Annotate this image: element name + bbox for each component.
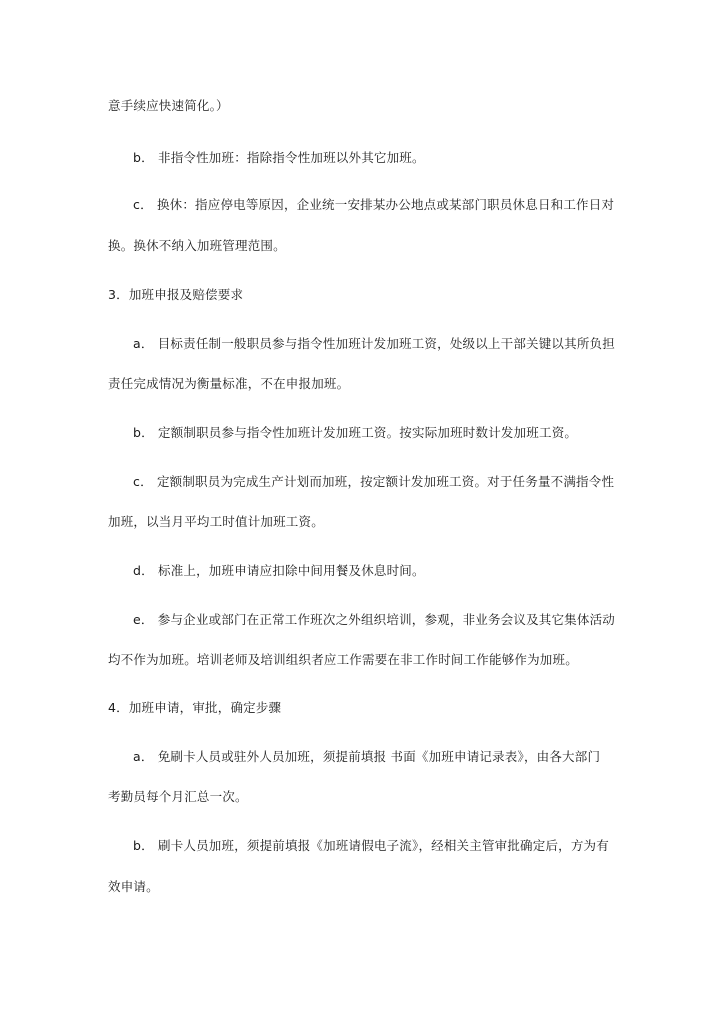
text-line: d． 标准上，加班申请应扣除中间用餐及休息时间。 [133,563,425,578]
text-line: 效申请。 [108,879,159,894]
text-line: 意手续应快速简化。） [108,98,229,113]
text-line: 换。换休不纳入加班管理范围。 [108,238,286,253]
text-line: c． 换休：指应停电等原因，企业统一安排某办公地点或某部门职员休息日和工作日对 [133,197,615,212]
text-line: 均不作为加班。培训老师及培训组织者应工作需要在非工作时间工作能够作为加班。 [108,652,578,667]
text-line: a． 目标责任制一般职员参与指令性加班计发加班工资，处级以上干部关键以其所负担 [133,336,615,351]
text-line: b． 定额制职员参与指令性加班计发加班工资。按实际加班时数计发加班工资。 [133,425,578,440]
text-line: 责任完成情况为衡量标准，不在申报加班。 [108,376,350,391]
text-line: b． 刷卡人员加班，须提前填报《加班请假电子流》，经相关主管审批确定后，方为有 [133,838,609,853]
text-line: b． 非指令性加班：指除指令性加班以外其它加班。 [133,150,425,165]
section-heading: 3．加班申报及赔偿要求 [108,287,244,302]
text-line: c． 定额制职员为完成生产计划而加班，按定额计发加班工资。对于任务量不满指令性 [133,474,615,489]
text-line: e． 参与企业或部门在正常工作班次之外组织培训，参观，非业务会议及其它集体活动 [133,612,615,627]
text-line: a． 免刷卡人员或驻外人员加班，须提前填报 书面《加班申请记录表》，由各大部门 [133,749,601,764]
text-line: 加班，以当月平均工时值计加班工资。 [108,514,324,529]
text-line: 考勤员每个月汇总一次。 [108,789,248,804]
section-heading: 4．加班申请，审批，确定步骤 [108,700,282,715]
